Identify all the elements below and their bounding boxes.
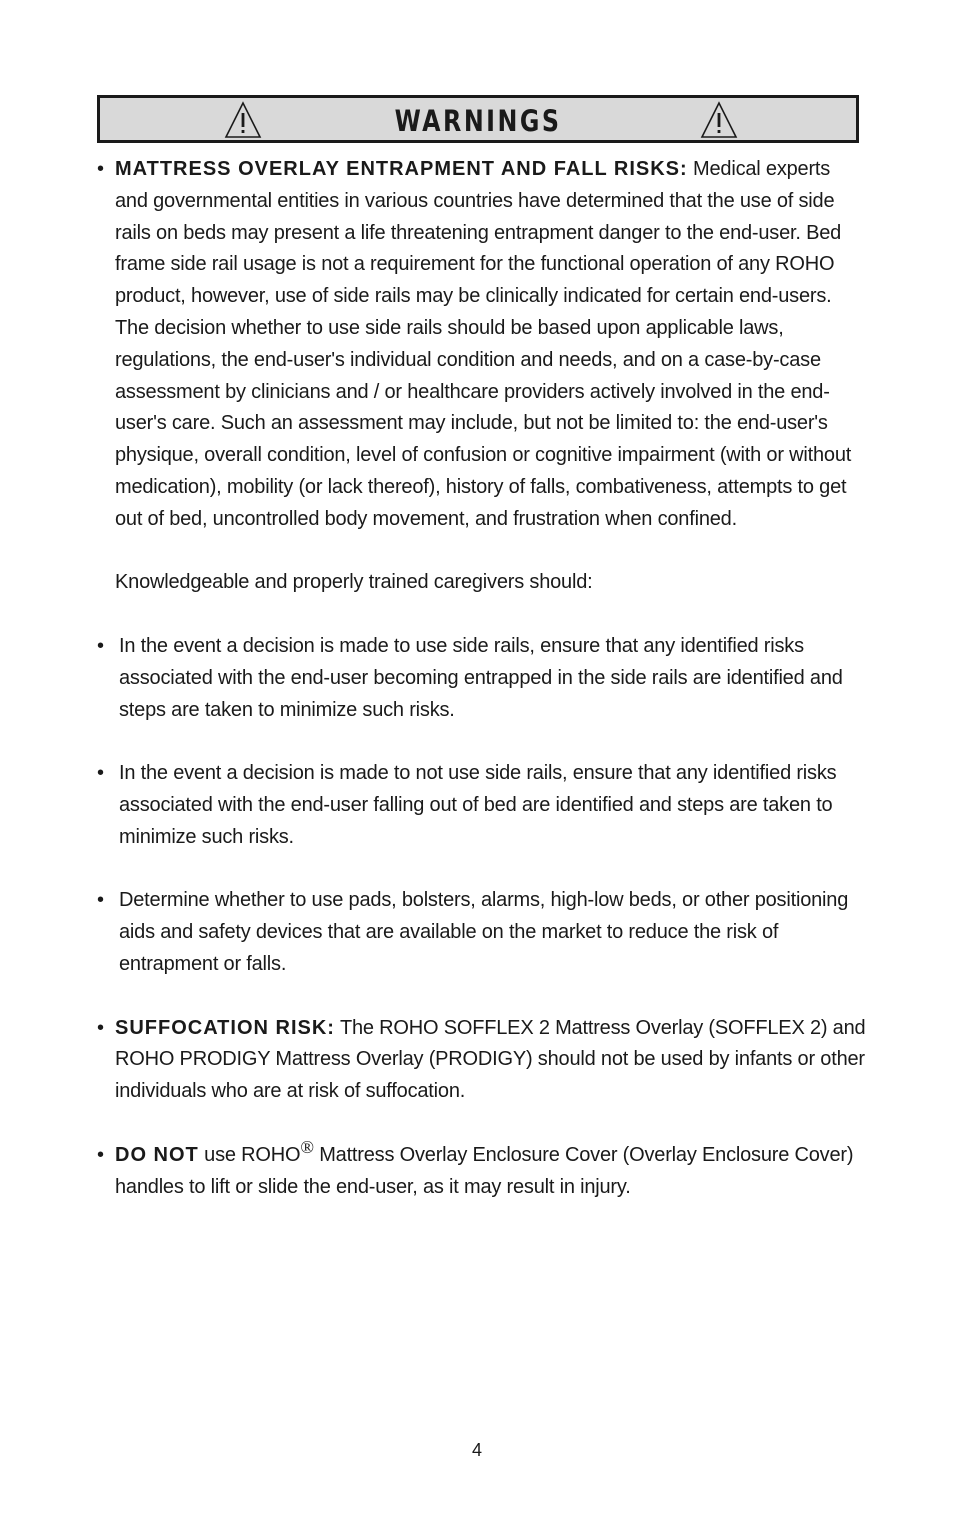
warnings-banner (97, 95, 859, 143)
bullet: • (97, 634, 104, 657)
page-number: 4 (471, 1440, 482, 1460)
caregivers-intro: Knowledgeable and properly trained caregivers should: (115, 571, 593, 594)
do-not-body-post: Mattress Overlay Enclosure Cover (Overlay Enclosure Cover) handles to lift or slide the end-user, as it may result in injury. (115, 1143, 854, 1198)
bullet: • (97, 1143, 104, 1166)
entrapment-heading: MATTRESS OVERLAY ENTRAPMENT AND FALL RISKS: (115, 158, 688, 180)
registered-mark: ® (300, 1136, 314, 1157)
entrapment-body: Medical experts and governmental entities in various countries have determined that the use of side rails on beds may present a life threatening entrapment danger to the end-user. Bed frame side rail usage is not a requirement for the functional operation of any ROHO product, however, use of side rails may be clinically indicated for certain end-users. The decision whether to use side rails should be based upon applicable laws, regulations, the end-user's individual condition and needs, and on a case-by-case assessment by clinicians and / or healthcare providers actively involved in the end-user's care. Such an assessment may include, but not be limited to: the end-user's physique, overall condition, level of confusion or cognitive impairment (with or without medication), mobility (or lack thereof), history of falls, combativeness, attempts to get out of bed, uncontrolled body movement, and frustration when confined. (115, 158, 852, 530)
caregiver-item-text: Determine whether to use pads, bolsters, alarms, high-low beds, or other positioning aids and safety devices that are available on the market to reduce the risk of entrapment or falls. (119, 889, 849, 975)
bullet: • (97, 158, 104, 180)
suffocation-body: The ROHO SOFFLEX 2 Mattress Overlay (SOFFLEX 2) and ROHO PRODIGY Mattress Overlay (PRODIGY) should not be used by infants or other individuals who are at risk of suffocation. (115, 1016, 866, 1103)
warnings-content (97, 154, 867, 1203)
warnings-title: WARNINGS (394, 104, 562, 138)
suffocation-heading: SUFFOCATION RISK: (115, 1016, 335, 1039)
warning-triangle-icon (700, 101, 738, 139)
bullet: • (97, 889, 104, 912)
bullet: • (97, 762, 104, 785)
do-not-warning (97, 1136, 867, 1204)
do-not-heading: DO NOT (115, 1143, 199, 1166)
caregiver-item (97, 631, 867, 726)
caregiver-item (97, 885, 867, 980)
bullet: • (97, 1016, 104, 1039)
do-not-body-pre: use ROHO (204, 1143, 301, 1166)
suffocation-warning (97, 1013, 867, 1108)
caregiver-item (97, 758, 867, 853)
caregiver-item-text: In the event a decision is made to not use side rails, ensure that any identified risks associated with the end-user falling out of bed are identified and steps are taken to minimize such risks. (119, 762, 837, 848)
entrapment-warning (97, 154, 867, 599)
caregiver-item-text: In the event a decision is made to use side rails, ensure that any identified risks associated with the end-user becoming entrapped in the side rails are identified and steps are taken to minimize such risks. (119, 634, 843, 721)
